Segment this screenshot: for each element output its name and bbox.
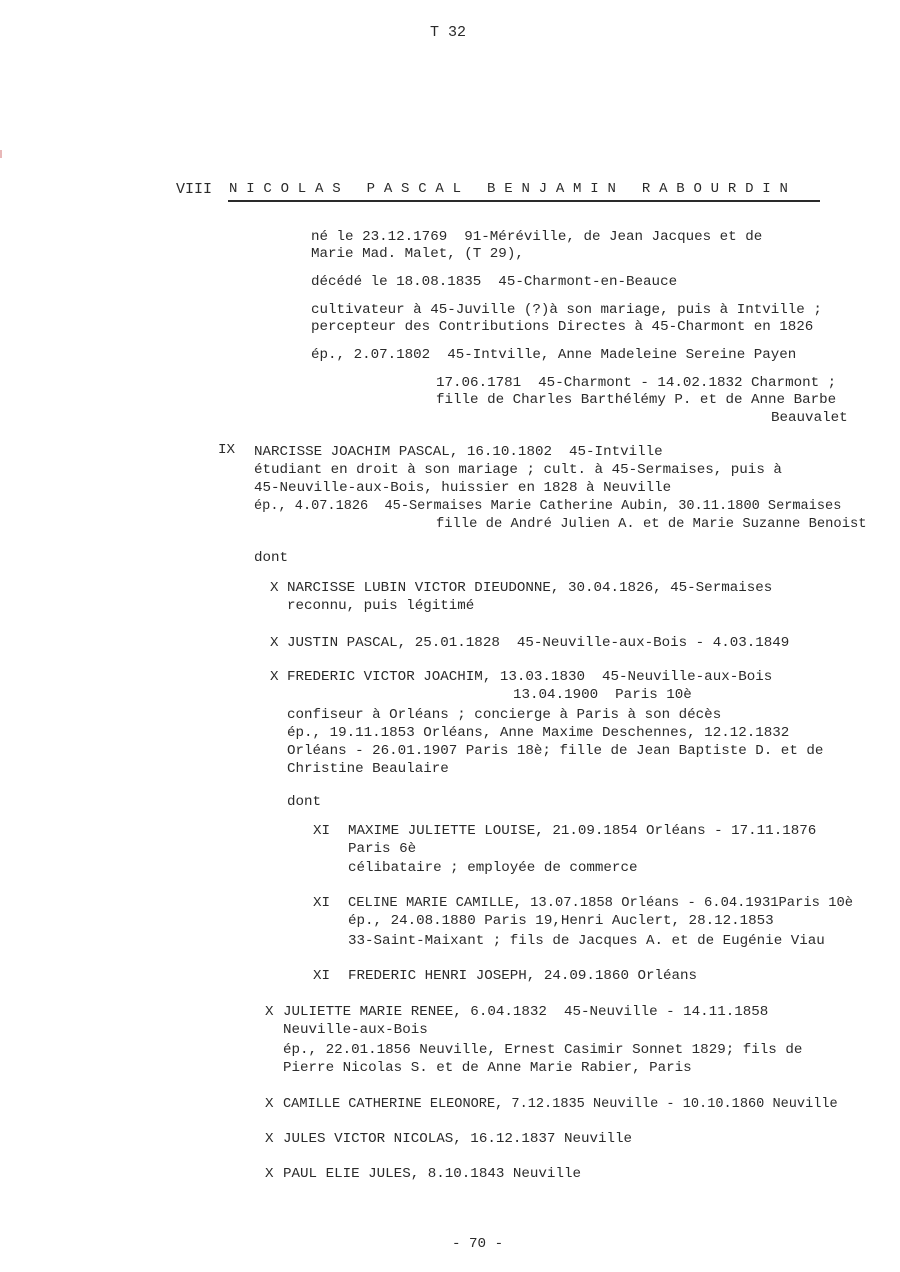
scan-edge-mark	[0, 150, 2, 158]
x3-entry-line-6: Christine Beaulaire	[287, 761, 449, 777]
generation-xi-label: XI	[313, 823, 331, 839]
generation-xi-label: XI	[313, 895, 331, 911]
xi3-entry-line-1: FREDERIC HENRI JOSEPH, 24.09.1860 Orléans	[348, 968, 698, 984]
ix-entry-line-1: NARCISSE JOACHIM PASCAL, 16.10.1802 45-Intville	[254, 444, 663, 460]
generation-ix-label: IX	[218, 442, 236, 458]
x4-entry-line-1: JULIETTE MARIE RENEE, 6.04.1832 45-Neuville - 14.11.1858	[283, 1004, 769, 1020]
x7-entry-line-1: PAUL ELIE JULES, 8.10.1843 Neuville	[283, 1166, 581, 1182]
x3-entry-line-4: ép., 19.11.1853 Orléans, Anne Maxime Deschennes, 12.12.1832	[287, 725, 790, 741]
spouse-line-3: Beauvalet	[771, 410, 848, 426]
ix-dont-label: dont	[254, 550, 289, 566]
x1-entry-line-2: reconnu, puis légitimé	[287, 598, 475, 614]
ix-entry-line-2: étudiant en droit à son mariage ; cult. à 45-Sermaises, puis à	[254, 462, 782, 478]
generation-xi-label: XI	[313, 968, 331, 984]
xi1-entry-line-3: célibataire ; employée de commerce	[348, 860, 638, 876]
xi1-entry-line-1: MAXIME JULIETTE LOUISE, 21.09.1854 Orléans - 17.11.1876	[348, 823, 817, 839]
birth-line-2: Marie Mad. Malet, (T 29),	[311, 246, 524, 262]
spouse-line-1: 17.06.1781 45-Charmont - 14.02.1832 Charmont ;	[436, 375, 837, 391]
spouse-line-2: fille de Charles Barthélémy P. et de Anne Barbe	[436, 392, 837, 408]
x3-entry-line-2: 13.04.1900 Paris 10è	[513, 687, 692, 703]
ix-entry-line-4: ép., 4.07.1826 45-Sermaises Marie Catherine Aubin, 30.11.1800 Sermaises	[254, 499, 842, 514]
heading-underline	[228, 200, 820, 202]
generation-x-label: X	[270, 635, 279, 651]
xi1-entry-line-2: Paris 6è	[348, 841, 417, 857]
x3-entry-line-3: confiseur à Orléans ; concierge à Paris à son décès	[287, 707, 722, 723]
x3-dont-label: dont	[287, 794, 322, 810]
xi2-entry-line-1: CELINE MARIE CAMILLE, 13.07.1858 Orléans - 6.04.1931Paris 10è	[348, 896, 854, 911]
x2-entry-line-1: JUSTIN PASCAL, 25.01.1828 45-Neuville-aux-Bois - 4.03.1849	[287, 635, 790, 651]
x3-entry-line-1: FREDERIC VICTOR JOACHIM, 13.03.1830 45-Neuville-aux-Bois	[287, 669, 773, 685]
death-line: décédé le 18.08.1835 45-Charmont-en-Beauce	[311, 274, 678, 290]
xi2-entry-line-3: 33-Saint-Maixant ; fils de Jacques A. et de Eugénie Viau	[348, 933, 825, 949]
ix-entry-line-5: fille de André Julien A. et de Marie Suzanne Benoist	[436, 517, 867, 532]
x4-entry-line-2: Neuville-aux-Bois	[283, 1022, 428, 1038]
x5-entry-line-1: CAMILLE CATHERINE ELEONORE, 7.12.1835 Neuville - 10.10.1860 Neuville	[283, 1097, 838, 1112]
occupation-line-1: cultivateur à 45-Juville (?)à son mariage, puis à Intville ;	[311, 302, 822, 318]
person-name-heading: N I C O L A S P A S C A L B E N J A M I N R A B O U R D I N	[229, 181, 789, 197]
birth-line-1: né le 23.12.1769 91-Méréville, de Jean Jacques et de	[311, 229, 763, 245]
x6-entry-line-1: JULES VICTOR NICOLAS, 16.12.1837 Neuville	[283, 1131, 633, 1147]
x4-entry-line-4: Pierre Nicolas S. et de Anne Marie Rabier, Paris	[283, 1060, 692, 1076]
occupation-line-2: percepteur des Contributions Directes à 45-Charmont en 1826	[311, 319, 814, 335]
generation-x-label: X	[265, 1166, 274, 1182]
generation-x-label: X	[265, 1004, 274, 1020]
generation-x-label: X	[265, 1096, 274, 1112]
x4-entry-line-3: ép., 22.01.1856 Neuville, Ernest Casimir Sonnet 1829; fils de	[283, 1042, 803, 1058]
x1-entry-line-1: NARCISSE LUBIN VICTOR DIEUDONNE, 30.04.1826, 45-Sermaises	[287, 580, 773, 596]
marriage-line: ép., 2.07.1802 45-Intville, Anne Madeleine Sereine Payen	[311, 347, 797, 363]
generation-x-label: X	[265, 1131, 274, 1147]
page-top-label: T 32	[430, 24, 467, 41]
ix-entry-line-3: 45-Neuville-aux-Bois, huissier en 1828 à Neuville	[254, 480, 672, 496]
generation-viii-label: VIII	[176, 181, 213, 198]
generation-x-label: X	[270, 580, 279, 596]
xi2-entry-line-2: ép., 24.08.1880 Paris 19,Henri Auclert, 28.12.1853	[348, 913, 774, 929]
generation-x-label: X	[270, 669, 279, 685]
page-number: - 70 -	[452, 1236, 504, 1252]
x3-entry-line-5: Orléans - 26.01.1907 Paris 18è; fille de Jean Baptiste D. et de	[287, 743, 824, 759]
